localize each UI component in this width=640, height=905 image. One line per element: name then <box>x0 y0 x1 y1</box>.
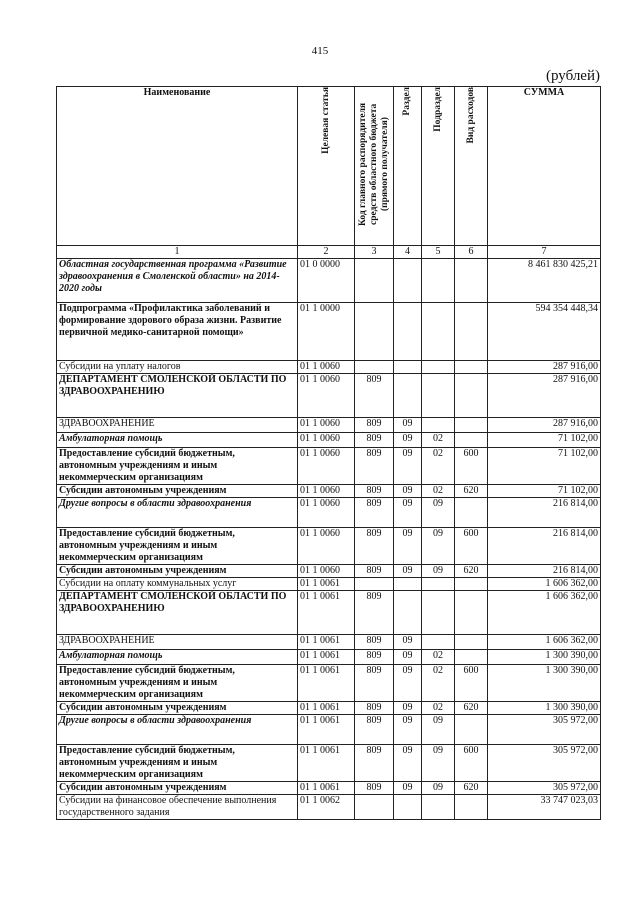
row-section: 09 <box>394 650 422 665</box>
row-name: Подпрограмма «Профилактика заболеваний и формирование здорового образа жизни. Развитие первичной медико-санитарной помощи» <box>57 303 298 361</box>
row-target: 01 1 0060 <box>298 433 355 448</box>
row-name: Субсидии на уплату налогов <box>57 361 298 374</box>
row-code: 809 <box>355 498 394 528</box>
row-target: 01 1 0060 <box>298 528 355 565</box>
row-sum: 1 606 362,00 <box>488 591 601 635</box>
row-name: Областная государственная программа «Развитие здравоохранения в Смоленской области» на 2014-2020 годы <box>57 259 298 303</box>
table-row <box>57 259 601 303</box>
row-name: Субсидии автономным учреждениям <box>57 485 298 498</box>
row-section: 09 <box>394 702 422 715</box>
header-section <box>394 87 422 246</box>
row-code <box>355 795 394 820</box>
row-name: Предоставление субсидий бюджетным, автономным учреждениям и иным некоммерческим организациям <box>57 665 298 702</box>
row-subsection <box>422 578 455 591</box>
row-code: 809 <box>355 485 394 498</box>
row-sum: 1 300 390,00 <box>488 665 601 702</box>
row-code <box>355 303 394 361</box>
row-type: 600 <box>455 528 488 565</box>
page-number: 415 <box>311 45 329 57</box>
row-target: 01 1 0061 <box>298 782 355 795</box>
row-code: 809 <box>355 591 394 635</box>
table-row <box>57 418 601 433</box>
currency-unit: (рублей) <box>545 68 600 84</box>
row-target: 01 1 0061 <box>298 665 355 702</box>
row-section <box>394 303 422 361</box>
row-sum: 305 972,00 <box>488 745 601 782</box>
row-target: 01 1 0062 <box>298 795 355 820</box>
row-subsection <box>422 418 455 433</box>
row-name: Субсидии автономным учреждениям <box>57 702 298 715</box>
row-code: 809 <box>355 418 394 433</box>
row-section <box>394 795 422 820</box>
row-section: 09 <box>394 745 422 782</box>
header-subsection <box>422 87 455 246</box>
row-section: 09 <box>394 715 422 745</box>
row-sum: 305 972,00 <box>488 782 601 795</box>
row-subsection <box>422 635 455 650</box>
row-name: Предоставление субсидий бюджетным, автономным учреждениям и иным некоммерческим организациям <box>57 528 298 565</box>
table-row <box>57 745 601 782</box>
row-subsection: 02 <box>422 448 455 485</box>
table-row <box>57 665 601 702</box>
table-row <box>57 485 601 498</box>
row-type: 600 <box>455 665 488 702</box>
row-code: 809 <box>355 528 394 565</box>
row-target: 01 1 0000 <box>298 303 355 361</box>
table-row <box>57 433 601 448</box>
table-row <box>57 591 601 635</box>
table-row <box>57 650 601 665</box>
row-section: 09 <box>394 565 422 578</box>
row-code: 809 <box>355 715 394 745</box>
row-code: 809 <box>355 374 394 418</box>
row-subsection <box>422 591 455 635</box>
row-section: 09 <box>394 635 422 650</box>
row-section: 09 <box>394 528 422 565</box>
row-subsection: 09 <box>422 715 455 745</box>
row-sum: 8 461 830 425,21 <box>488 259 601 303</box>
row-type <box>455 591 488 635</box>
table-row <box>57 782 601 795</box>
row-target: 01 1 0060 <box>298 374 355 418</box>
table-row <box>57 303 601 361</box>
row-sum: 287 916,00 <box>488 374 601 418</box>
row-target: 01 1 0060 <box>298 498 355 528</box>
row-type <box>455 374 488 418</box>
row-section <box>394 259 422 303</box>
row-sum: 71 102,00 <box>488 433 601 448</box>
column-number: 4 <box>394 246 422 259</box>
table-row <box>57 448 601 485</box>
row-code: 809 <box>355 448 394 485</box>
row-sum: 287 916,00 <box>488 418 601 433</box>
row-code <box>355 361 394 374</box>
row-sum: 1 300 390,00 <box>488 702 601 715</box>
row-subsection: 02 <box>422 665 455 702</box>
row-type <box>455 361 488 374</box>
row-section: 09 <box>394 782 422 795</box>
row-code: 809 <box>355 650 394 665</box>
table-row <box>57 565 601 578</box>
row-type: 600 <box>455 448 488 485</box>
header-section-label: Раздел <box>402 87 412 116</box>
row-name: Субсидии на финансовое обеспечение выполнения государственного задания <box>57 795 298 820</box>
row-section: 09 <box>394 433 422 448</box>
row-sum: 594 354 448,34 <box>488 303 601 361</box>
table-row <box>57 361 601 374</box>
table-row <box>57 715 601 745</box>
row-section: 09 <box>394 448 422 485</box>
row-code: 809 <box>355 665 394 702</box>
row-target: 01 1 0060 <box>298 565 355 578</box>
column-number: 5 <box>422 246 455 259</box>
row-section: 09 <box>394 665 422 702</box>
row-type <box>455 498 488 528</box>
row-target: 01 1 0060 <box>298 361 355 374</box>
row-sum: 71 102,00 <box>488 448 601 485</box>
row-subsection: 02 <box>422 702 455 715</box>
row-subsection: 02 <box>422 433 455 448</box>
row-section <box>394 361 422 374</box>
row-name: ЗДРАВООХРАНЕНИЕ <box>57 635 298 650</box>
row-section: 09 <box>394 485 422 498</box>
row-type <box>455 259 488 303</box>
row-name: Предоставление субсидий бюджетным, автономным учреждениям и иным некоммерческим организациям <box>57 745 298 782</box>
row-type <box>455 795 488 820</box>
row-section <box>394 578 422 591</box>
row-type: 620 <box>455 702 488 715</box>
row-target: 01 0 0000 <box>298 259 355 303</box>
row-type <box>455 418 488 433</box>
row-subsection: 09 <box>422 565 455 578</box>
row-section: 09 <box>394 418 422 433</box>
row-section <box>394 591 422 635</box>
row-name: ЗДРАВООХРАНЕНИЕ <box>57 418 298 433</box>
row-target: 01 1 0060 <box>298 485 355 498</box>
row-type <box>455 635 488 650</box>
header-code-label: Код главного распорядителя средств областного бюджета (прямого получателя) <box>357 102 390 226</box>
row-name: Амбулаторная помощь <box>57 433 298 448</box>
row-name: Амбулаторная помощь <box>57 650 298 665</box>
header-subsection-label: Подраздел <box>432 87 443 132</box>
row-type: 600 <box>455 745 488 782</box>
row-name: ДЕПАРТАМЕНТ СМОЛЕНСКОЙ ОБЛАСТИ ПО ЗДРАВООХРАНЕНИЮ <box>57 591 298 635</box>
table-row <box>57 578 601 591</box>
row-subsection: 09 <box>422 745 455 782</box>
row-code <box>355 259 394 303</box>
row-target: 01 1 0061 <box>298 591 355 635</box>
row-subsection <box>422 259 455 303</box>
column-number: 6 <box>455 246 488 259</box>
column-number-row <box>57 246 601 259</box>
header-name: Наименование <box>57 87 298 246</box>
row-type: 620 <box>455 485 488 498</box>
row-sum: 216 814,00 <box>488 565 601 578</box>
row-name: Другие вопросы в области здравоохранения <box>57 715 298 745</box>
row-section <box>394 374 422 418</box>
header-expense-type-label: Вид расходов <box>465 87 476 144</box>
budget-rows <box>57 259 601 820</box>
budget-table <box>56 86 601 820</box>
row-subsection: 02 <box>422 485 455 498</box>
row-name: Другие вопросы в области здравоохранения <box>57 498 298 528</box>
row-subsection <box>422 303 455 361</box>
row-subsection: 09 <box>422 782 455 795</box>
row-name: Субсидии на оплату коммунальных услуг <box>57 578 298 591</box>
row-sum: 71 102,00 <box>488 485 601 498</box>
row-type: 620 <box>455 565 488 578</box>
table-row <box>57 795 601 820</box>
row-sum: 1 300 390,00 <box>488 650 601 665</box>
row-target: 01 1 0061 <box>298 702 355 715</box>
row-sum: 305 972,00 <box>488 715 601 745</box>
table-row <box>57 374 601 418</box>
row-subsection: 09 <box>422 528 455 565</box>
row-code: 809 <box>355 565 394 578</box>
row-type <box>455 650 488 665</box>
column-number: 3 <box>355 246 394 259</box>
row-code: 809 <box>355 433 394 448</box>
row-sum: 33 747 023,03 <box>488 795 601 820</box>
column-number: 2 <box>298 246 355 259</box>
row-name: Субсидии автономным учреждениям <box>57 782 298 795</box>
row-type <box>455 303 488 361</box>
row-subsection <box>422 374 455 418</box>
header-expense-type <box>455 87 488 246</box>
row-type <box>455 433 488 448</box>
header-target-label: Целевая статья <box>320 87 331 154</box>
header-sum: СУММА <box>488 87 601 246</box>
row-sum: 216 814,00 <box>488 528 601 565</box>
row-code: 809 <box>355 745 394 782</box>
table-row <box>57 528 601 565</box>
row-subsection: 02 <box>422 650 455 665</box>
row-code <box>355 578 394 591</box>
table-row <box>57 702 601 715</box>
row-subsection <box>422 361 455 374</box>
row-name: ДЕПАРТАМЕНТ СМОЛЕНСКОЙ ОБЛАСТИ ПО ЗДРАВООХРАНЕНИЮ <box>57 374 298 418</box>
row-sum: 1 606 362,00 <box>488 635 601 650</box>
row-code: 809 <box>355 702 394 715</box>
row-target: 01 1 0060 <box>298 418 355 433</box>
row-target: 01 1 0060 <box>298 448 355 485</box>
row-type: 620 <box>455 782 488 795</box>
row-name: Предоставление субсидий бюджетным, автономным учреждениям и иным некоммерческим организациям <box>57 448 298 485</box>
row-type <box>455 715 488 745</box>
column-number: 1 <box>57 246 298 259</box>
row-code: 809 <box>355 635 394 650</box>
row-sum: 1 606 362,00 <box>488 578 601 591</box>
row-subsection: 09 <box>422 498 455 528</box>
row-target: 01 1 0061 <box>298 578 355 591</box>
row-sum: 287 916,00 <box>488 361 601 374</box>
table-row <box>57 635 601 650</box>
row-target: 01 1 0061 <box>298 635 355 650</box>
column-number: 7 <box>488 246 601 259</box>
header-code <box>355 87 394 246</box>
row-target: 01 1 0061 <box>298 650 355 665</box>
row-code: 809 <box>355 782 394 795</box>
table-row <box>57 498 601 528</box>
row-subsection <box>422 795 455 820</box>
header-target <box>298 87 355 246</box>
row-target: 01 1 0061 <box>298 745 355 782</box>
row-target: 01 1 0061 <box>298 715 355 745</box>
row-sum: 216 814,00 <box>488 498 601 528</box>
row-section: 09 <box>394 498 422 528</box>
row-type <box>455 578 488 591</box>
row-name: Субсидии автономным учреждениям <box>57 565 298 578</box>
